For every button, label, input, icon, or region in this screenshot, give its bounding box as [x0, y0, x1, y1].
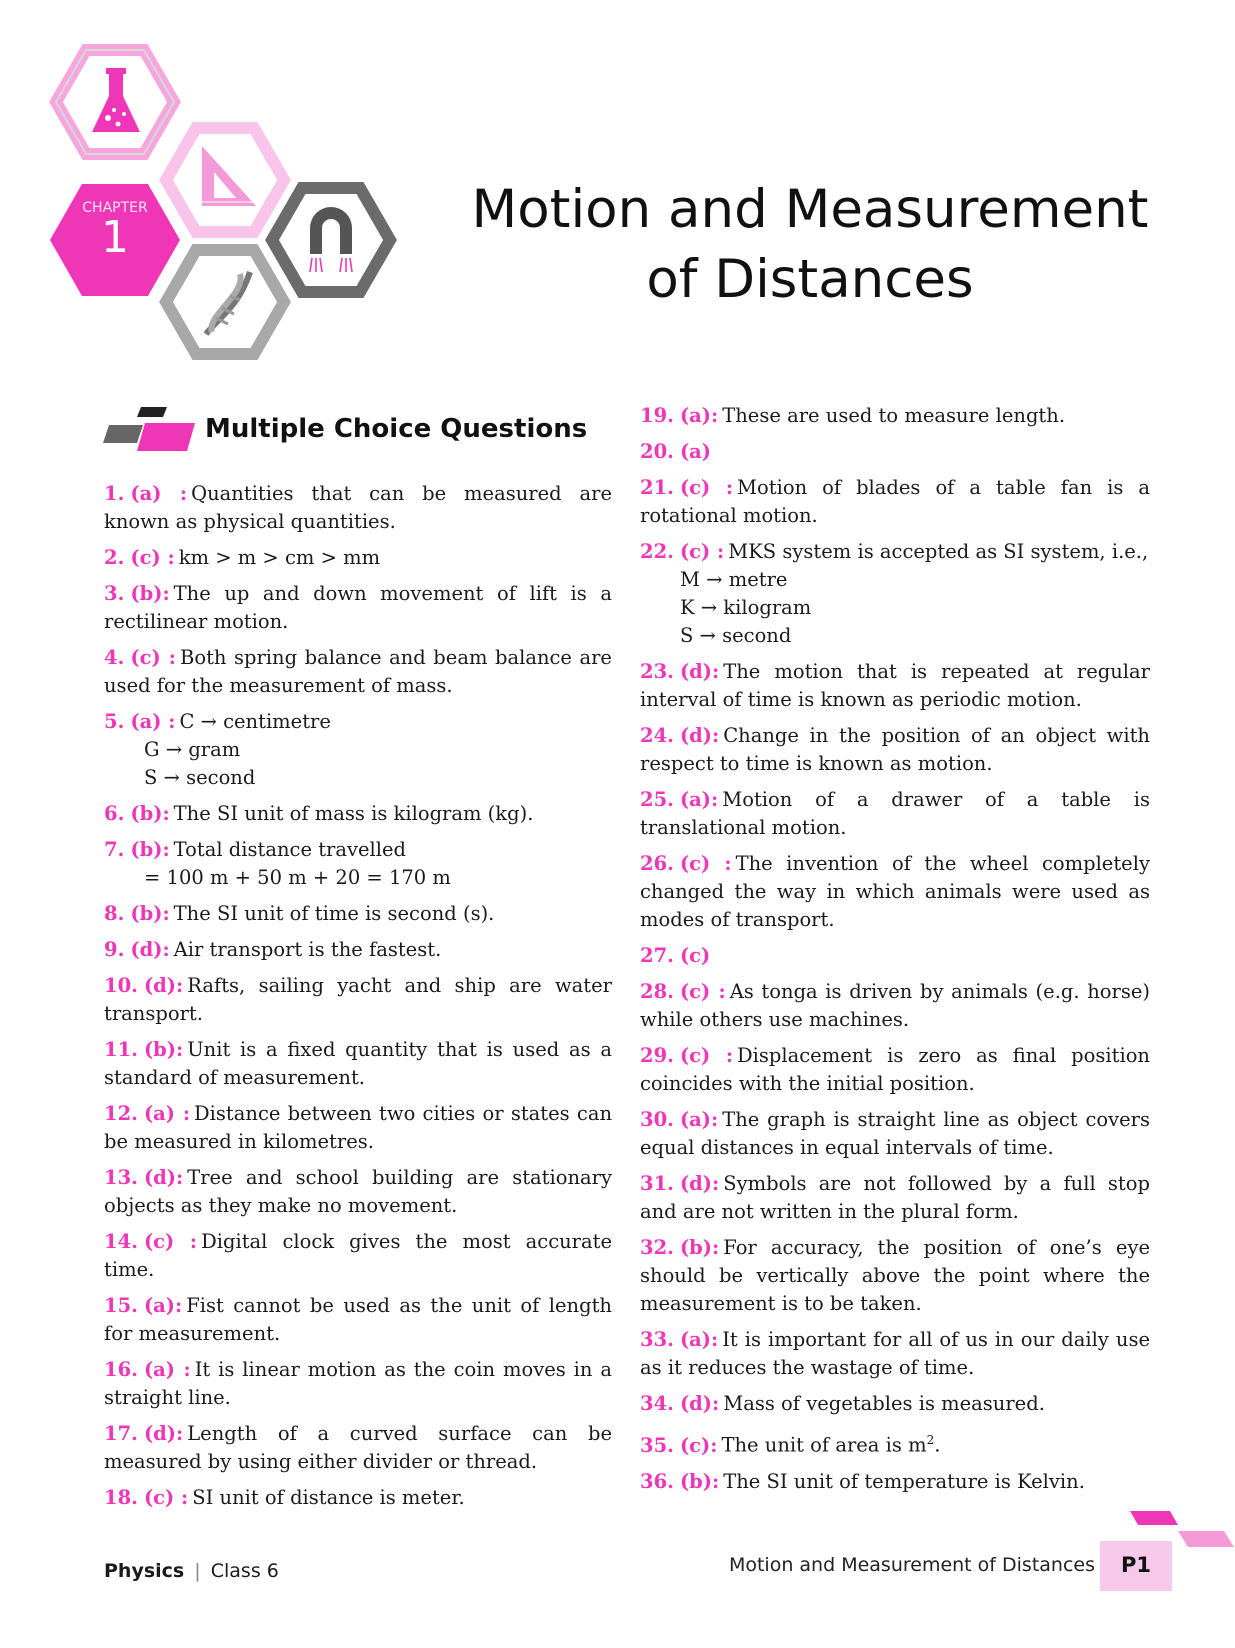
answer-option: (b):: [130, 582, 170, 605]
question-item: [104, 1164, 612, 1220]
question-number: 22.: [640, 540, 674, 563]
answer-option: (a): [679, 440, 712, 463]
answer-option: (b):: [130, 838, 170, 861]
answer-explanation: The SI unit of temperature is Kelvin.: [723, 1469, 1085, 1493]
question-number: 19.: [640, 404, 674, 427]
question-number: 29.: [640, 1044, 674, 1067]
footer-chapter-title: Motion and Measurement of Distances: [728, 1554, 1095, 1576]
question-number: 1.: [104, 482, 125, 505]
question-item: [640, 474, 1150, 530]
heading-tiles-icon: [103, 405, 198, 455]
question-item: [104, 836, 612, 892]
answer-explanation: Tree and school building are stationary objects as they make no movement.: [104, 1166, 612, 1217]
answer-option: (b):: [143, 1038, 184, 1061]
footer-subject-name: Physics: [104, 1560, 185, 1582]
question-item: [640, 438, 1150, 466]
answer-explanation: km > m > cm > mm: [178, 546, 381, 569]
answer-explanation: Motion of a drawer of a table is translational motion.: [640, 788, 1150, 839]
answer-option: (a):: [679, 404, 719, 427]
answer-explanation: The unit of area is m: [721, 1433, 927, 1457]
answer-option: (a):: [679, 1108, 719, 1131]
question-item: [640, 786, 1150, 842]
question-number: 6.: [104, 802, 125, 825]
answer-option: (d):: [130, 938, 170, 961]
answer-option: (a) :: [143, 1358, 191, 1381]
question-number: 23.: [640, 660, 674, 683]
question-number: 8.: [104, 902, 125, 925]
answer-option: (b):: [679, 1236, 720, 1259]
answer-option: (d):: [143, 974, 184, 997]
answer-option: (a):: [679, 788, 719, 811]
question-item: [104, 644, 612, 700]
question-number: 7.: [104, 838, 125, 861]
question-item: [104, 900, 612, 928]
question-item: [640, 850, 1150, 934]
answer-option: (c) :: [143, 1486, 189, 1509]
answer-explanation: For accuracy, the position of one’s eye should be vertically above the point where the measurement is to be taken.: [640, 1236, 1150, 1315]
question-number: 32.: [640, 1236, 674, 1259]
answer-explanation: SI unit of distance is meter.: [192, 1486, 465, 1509]
chapter-hexagon-cluster: [40, 40, 440, 380]
answer-option: (c) :: [130, 646, 176, 669]
answer-explanation: The motion that is repeated at regular interval of time is known as periodic motion.: [640, 660, 1150, 711]
question-number: 21.: [640, 476, 674, 499]
answer-option: (d):: [679, 1392, 720, 1415]
chapter-title: [440, 175, 1180, 315]
question-number: 11.: [104, 1038, 138, 1061]
left-question-column: [104, 480, 612, 1520]
answer-subline: = 100 m + 50 m + 20 = 170 m: [144, 866, 451, 889]
answer-option: (a) :: [143, 1102, 191, 1125]
answer-option: (a):: [143, 1294, 183, 1317]
question-number: 3.: [104, 582, 125, 605]
answer-subline: M → metre: [680, 568, 788, 591]
answer-explanation: The SI unit of mass is kilogram (kg).: [173, 802, 534, 825]
question-item: [104, 936, 612, 964]
question-number: 30.: [640, 1108, 674, 1131]
section-heading-text: Multiple Choice Questions: [205, 414, 588, 444]
answer-option: (a) :: [130, 482, 188, 505]
answer-explanation: Motion of blades of a table fan is a rotational motion.: [640, 476, 1150, 527]
question-number: 2.: [104, 546, 125, 569]
answer-subline: S → second: [680, 624, 792, 647]
flask-icon: [88, 66, 144, 138]
answer-subline: S → second: [144, 766, 256, 789]
question-item: [640, 1042, 1150, 1098]
question-number: 10.: [104, 974, 138, 997]
question-number: 12.: [104, 1102, 138, 1125]
answer-explanation: Both spring balance and beam balance are used for the measurement of mass.: [104, 646, 612, 697]
question-number: 4.: [104, 646, 125, 669]
answer-explanation: It is important for all of us in our daily use as it reduces the wastage of time.: [640, 1328, 1150, 1379]
question-item: [104, 800, 612, 828]
question-item: [640, 402, 1150, 430]
answer-explanation: Length of a curved surface can be measured by using either divider or thread.: [104, 1422, 612, 1473]
answer-explanation: Displacement is zero as final position coincides with the initial position.: [640, 1044, 1150, 1095]
question-item: [104, 580, 612, 636]
answer-subline: K → kilogram: [680, 596, 812, 619]
answer-option: (d):: [143, 1422, 184, 1445]
question-item: [104, 972, 612, 1028]
question-item: [640, 1234, 1150, 1318]
answer-option: (d):: [679, 724, 720, 747]
page-number: P1: [1120, 1553, 1151, 1577]
question-item: [640, 722, 1150, 778]
answer-explanation: Air transport is the fastest.: [173, 938, 442, 961]
question-number: 27.: [640, 944, 674, 967]
answer-option: (c) :: [679, 540, 725, 563]
answer-option: (c):: [679, 1433, 718, 1457]
question-item: [104, 480, 612, 536]
question-number: 24.: [640, 724, 674, 747]
chapter-title-line2: of Distances: [646, 249, 974, 310]
answer-option: (d):: [143, 1166, 184, 1189]
answer-explanation: Symbols are not followed by a full stop and are not written in the plural form.: [640, 1172, 1150, 1223]
answer-option: (b):: [679, 1469, 720, 1493]
answer-explanation: Digital clock gives the most accurate time.: [104, 1230, 612, 1281]
answer-explanation: Fist cannot be used as the unit of length for measurement.: [104, 1294, 612, 1345]
question-number: 9.: [104, 938, 125, 961]
footer-class: Class 6: [210, 1560, 279, 1582]
question-number: 33.: [640, 1328, 674, 1351]
question-number: 15.: [104, 1294, 138, 1317]
question-number: 17.: [104, 1422, 138, 1445]
magnet-icon: [302, 206, 360, 276]
footer-subject: [104, 1560, 279, 1582]
question-item: [104, 1292, 612, 1348]
right-question-column: [640, 402, 1150, 1504]
answer-explanation: These are used to measure length.: [722, 404, 1066, 427]
answer-subline: G → gram: [144, 738, 241, 761]
question-number: 16.: [104, 1358, 138, 1381]
answer-option: (c) :: [679, 980, 726, 1003]
answer-explanation: The up and down movement of lift is a rectilinear motion.: [104, 582, 612, 633]
answer-suffix: .: [934, 1433, 941, 1457]
answer-option: (c) :: [130, 546, 175, 569]
question-item: [104, 1420, 612, 1476]
question-item: [640, 1106, 1150, 1162]
question-item: [640, 538, 1150, 650]
answer-explanation: The graph is straight line as object covers equal distances in equal intervals of time.: [640, 1108, 1150, 1159]
answer-explanation: MKS system is accepted as SI system, i.e.,: [728, 540, 1149, 563]
set-square-icon: [196, 142, 262, 212]
question-item: [104, 1484, 612, 1512]
question-item: [640, 942, 1150, 970]
question-number: 31.: [640, 1172, 674, 1195]
answer-explanation: The invention of the wheel completely changed the way in which animals were used as modes of transport.: [640, 852, 1150, 931]
answer-option: (c) :: [679, 852, 732, 875]
answer-explanation: Unit is a fixed quantity that is used as a standard of measurement.: [104, 1038, 612, 1089]
footer-separator: |: [194, 1560, 201, 1582]
question-number: 35.: [640, 1433, 674, 1457]
answer-option: (d):: [679, 660, 720, 683]
question-item: [640, 658, 1150, 714]
chapter-title-line1: Motion and Measurement: [471, 179, 1149, 240]
question-item: [104, 1100, 612, 1156]
question-number: 18.: [104, 1486, 138, 1509]
answer-explanation: Quantities that can be measured are known as physical quantities.: [104, 482, 612, 533]
superscript: 2: [926, 1433, 935, 1447]
answer-option: (b):: [130, 902, 170, 925]
question-item: [640, 1426, 1150, 1460]
answer-option: (c) :: [143, 1230, 198, 1253]
question-item: [640, 1170, 1150, 1226]
answer-explanation: Mass of vegetables is measured.: [723, 1392, 1045, 1415]
question-item: [104, 1356, 612, 1412]
question-item: [104, 544, 612, 572]
question-number: 36.: [640, 1469, 674, 1493]
question-number: 26.: [640, 852, 674, 875]
question-number: 25.: [640, 788, 674, 811]
answer-explanation: Distance between two cities or states can be measured in kilometres.: [104, 1102, 612, 1153]
question-number: 20.: [640, 440, 674, 463]
answer-option: (c): [679, 944, 711, 967]
question-item: [640, 1326, 1150, 1382]
answer-explanation: C → centimetre: [179, 710, 331, 733]
answer-option: (a) :: [130, 710, 176, 733]
question-number: 14.: [104, 1230, 138, 1253]
question-item: [104, 1036, 612, 1092]
answer-explanation: Change in the position of an object with respect to time is known as motion.: [640, 724, 1150, 775]
answer-explanation: As tonga is driven by animals (e.g. horse) while others use machines.: [640, 980, 1150, 1031]
question-number: 28.: [640, 980, 674, 1003]
question-item: [104, 708, 612, 792]
answer-option: (c) :: [679, 1044, 734, 1067]
answer-option: (b):: [130, 802, 170, 825]
question-number: 13.: [104, 1166, 138, 1189]
chapter-number: 1: [101, 212, 129, 263]
answer-explanation: The SI unit of time is second (s).: [173, 902, 495, 925]
dna-icon: [198, 268, 258, 338]
question-item: [640, 1468, 1150, 1496]
question-number: 5.: [104, 710, 125, 733]
answer-option: (d):: [679, 1172, 720, 1195]
question-item: [640, 978, 1150, 1034]
question-item: [640, 1390, 1150, 1418]
question-number: 34.: [640, 1392, 674, 1415]
question-item: [104, 1228, 612, 1284]
answer-explanation: Rafts, sailing yacht and ship are water transport.: [104, 974, 612, 1025]
chapter-label: CHAPTER: [82, 200, 148, 216]
answer-explanation: It is linear motion as the coin moves in a straight line.: [104, 1358, 612, 1409]
answer-option: (c) :: [679, 476, 734, 499]
answer-explanation: Total distance travelled: [173, 838, 407, 861]
answer-option: (a):: [679, 1328, 719, 1351]
